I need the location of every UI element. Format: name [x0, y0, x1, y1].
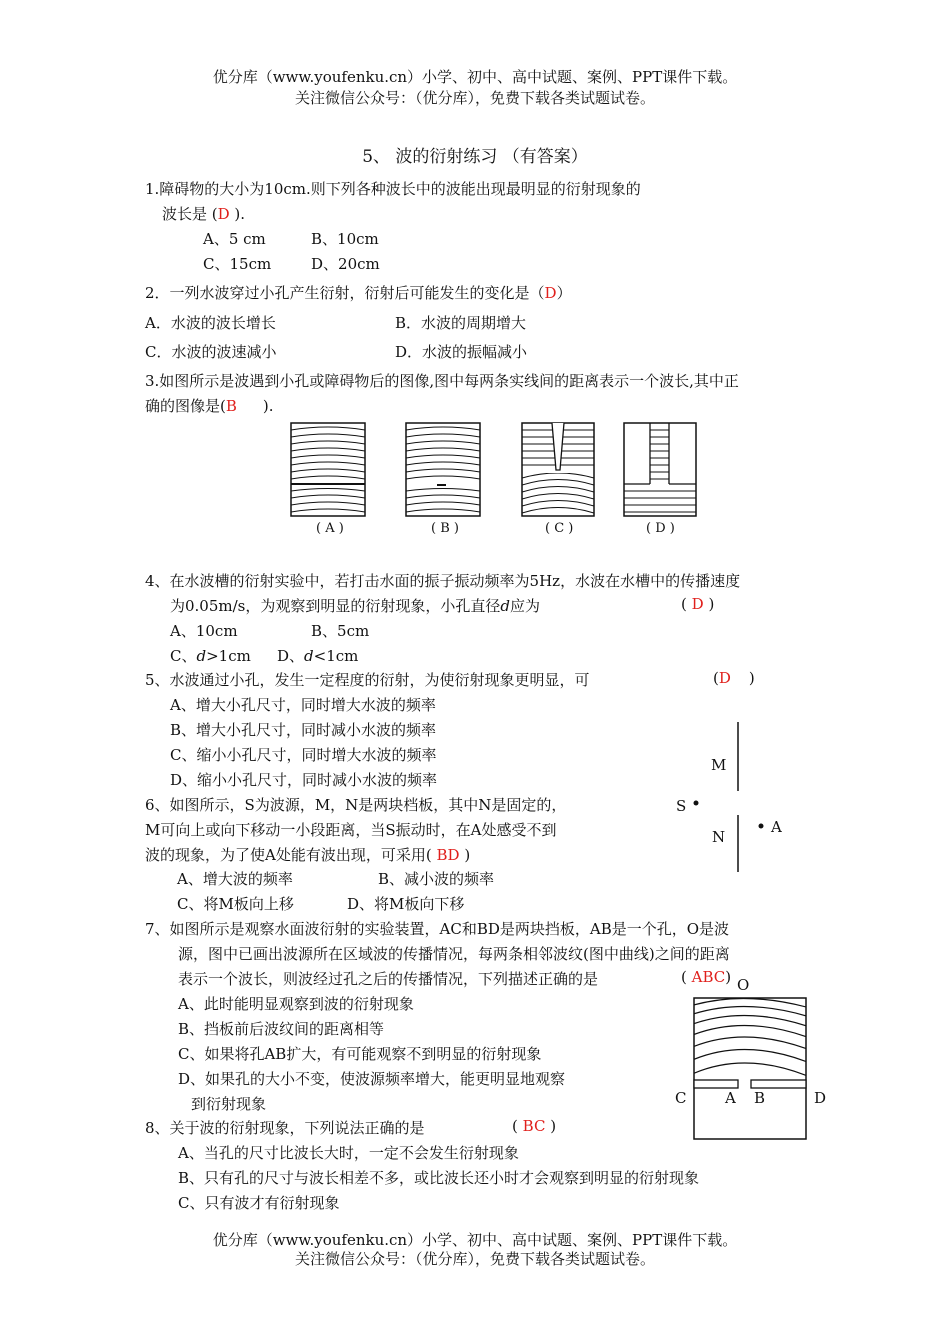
footer-line-2: 关注微信公众号：（优分库），免费下载各类试题试卷。: [294, 1250, 655, 1268]
q5-answer: D: [718, 669, 731, 687]
q7-baffle-bd: [751, 1080, 806, 1088]
q1-stem-line1: 1.障碍物的大小为10cm.则下列各种波长中的波能出现最明显的衍射现象的: [145, 180, 641, 198]
q7-answer: ABC: [691, 968, 726, 986]
q7-option-d-line1: D、如果孔的大小不变，使波源频率增大，能更明显地观察: [178, 1070, 566, 1088]
q8-answer-bracket: ( BC ): [512, 1117, 557, 1135]
q4-answer: D: [691, 595, 704, 613]
q3-stem-line2: 确的图像是(B ).: [145, 397, 274, 415]
q5-stem: 5、水波通过小孔，发生一定程度的衍射，为使衍射现象更明显，可: [145, 671, 590, 689]
q3-stem-line1: 3.如图所示是波遇到小孔或障碍物后的图像,图中每两条实线间的距离表示一个波长,其中正: [145, 372, 739, 390]
q8-option-a: A、当孔的尺寸比波长大时，一定不会发生衍射现象: [178, 1144, 519, 1162]
q7-baffle-ac: [694, 1080, 738, 1088]
q7-label-a: A: [725, 1089, 736, 1107]
q7-answer-bracket: ( ABC): [681, 968, 732, 986]
q2-option-c: C．水波的波速减小: [145, 343, 277, 361]
q7-option-c: C、如果将孔AB扩大，有可能观察不到明显的衍射现象: [178, 1045, 542, 1063]
page-title: 5、 波的衍射练习 （有答案）: [362, 147, 588, 167]
q4-stem-line1: 4、在水波槽的衍射实验中，若打击水面的振子振动频率为5Hz，水波在水槽中的传播速度: [145, 572, 741, 590]
q8-option-c: C、只有波才有衍射现象: [178, 1194, 340, 1212]
q6-label-n: N: [712, 828, 726, 846]
q4-option-c: C、d>1cm: [170, 647, 251, 665]
header-line-2: 关注微信公众号：（优分库），免费下载各类试题试卷。: [294, 89, 655, 107]
q6-label-s: S: [676, 797, 687, 815]
q2-option-b: B．水波的周期增大: [395, 314, 527, 332]
q7-label-o: O: [737, 976, 750, 994]
q1-option-a: A、5 cm: [203, 230, 266, 248]
q6-label-m: M: [711, 756, 727, 774]
header-line-1: 优分库（www.youfenku.cn）小学、初中、高中试题、案例、PPT课件下载。: [212, 68, 738, 86]
q4-stem-line2: 为0.05m/s，为观察到明显的衍射现象，小孔直径d应为: [170, 597, 541, 615]
q7-stem-line3: 表示一个波长，则波经过孔之后的传播情况，下列描述正确的是: [178, 970, 599, 988]
q6-option-d: D、将M板向下移: [347, 895, 465, 913]
q4-option-a: A、10cm: [170, 622, 238, 640]
q6-stem-line2: M可向上或向下移动一小段距离，当S振动时，在A处感受不到: [145, 821, 557, 839]
q3-answer: B: [225, 397, 237, 415]
q7-option-b: B、挡板前后波纹间的距离相等: [178, 1020, 385, 1038]
q7-label-c: C: [675, 1089, 687, 1107]
q4-answer-bracket: ( D ): [681, 595, 715, 613]
q2-option-a: A．水波的波长增长: [145, 314, 276, 332]
q5-option-a: A、增大小孔尺寸，同时增大水波的频率: [170, 696, 436, 714]
q3-label-c: ( C ): [545, 521, 574, 536]
q1-option-c: C、15cm: [203, 255, 272, 273]
q6-option-a: A、增大波的频率: [177, 870, 293, 888]
q2-option-d: D．水波的振幅减小: [395, 343, 528, 361]
q1-option-d: D、20cm: [311, 255, 380, 273]
q1-stem-line2: 波长是 (D ).: [162, 205, 246, 223]
q2-answer: D: [544, 284, 557, 302]
q2-stem: 2．一列水波穿过小孔产生衍射，衍射后可能发生的变化是（D）: [145, 284, 572, 302]
q4-option-d: D、d<1cm: [277, 647, 359, 665]
q6-label-a: A: [771, 818, 782, 836]
q1-option-b: B、10cm: [311, 230, 379, 248]
q5-option-d: D、缩小小孔尺寸，同时减小水波的频率: [170, 771, 438, 789]
q4-option-b: B、5cm: [311, 622, 370, 640]
q5-answer-bracket: (D ): [713, 669, 755, 687]
footer-line-1: 优分库（www.youfenku.cn）小学、初中、高中试题、案例、PPT课件下载。: [212, 1231, 738, 1249]
q7-option-a: A、此时能明显观察到波的衍射现象: [178, 995, 414, 1013]
q7-stem-line2: 源，图中已画出波源所在区域波的传播情况，每两条相邻波纹(图中曲线)之间的距离: [178, 945, 730, 963]
q7-stem-line1: 7、如图所示是观察水面波衍射的实验装置，AC和BD是两块挡板，AB是一个孔，O是波: [145, 920, 730, 938]
q8-answer: BC: [522, 1117, 546, 1135]
q5-option-c: C、缩小小孔尺寸，同时增大水波的频率: [170, 746, 437, 764]
q6-option-b: B、减小波的频率: [378, 870, 495, 888]
q6-stem-line1: 6、如图所示，S为波源，M，N是两块档板，其中N是固定的，: [145, 796, 567, 814]
q3-label-b: ( B ): [431, 521, 459, 536]
q6-answer: BD: [436, 846, 460, 864]
q7-label-d: D: [814, 1089, 827, 1107]
q3-label-d: ( D ): [646, 521, 675, 536]
q1-answer: D: [217, 205, 230, 223]
q7-label-b: B: [754, 1089, 766, 1107]
q8-stem: 8、关于波的衍射现象，下列说法正确的是: [145, 1119, 425, 1137]
q7-option-d-line2: 到衍射现象: [191, 1095, 267, 1113]
q6-option-c: C、将M板向上移: [177, 895, 294, 913]
q6-stem-line3: 波的现象，为了使A处能有波出现，可采用( BD ): [145, 846, 471, 864]
q8-option-b: B、只有孔的尺寸与波长相差不多，或比波长还小时才会观察到明显的衍射现象: [178, 1169, 700, 1187]
q5-option-b: B、增大小孔尺寸，同时减小水波的频率: [170, 721, 437, 739]
q3-label-a: ( A ): [316, 521, 344, 536]
